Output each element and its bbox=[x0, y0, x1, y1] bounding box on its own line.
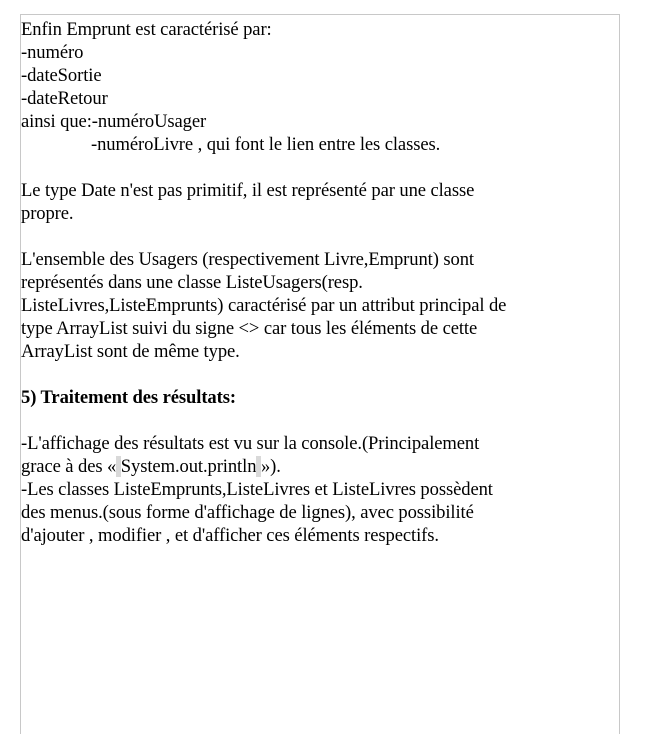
code-snippet: System.out.println bbox=[120, 456, 257, 477]
document-body bbox=[21, 18, 621, 547]
emprunt-attr-numero: -numéro bbox=[21, 42, 84, 63]
resultats-line: -L'affichage des résultats est vu sur la console.(Principalement bbox=[21, 433, 480, 454]
ensemble-paragraph-line: L'ensemble des Usagers (respectivement Livre,Emprunt) sont bbox=[21, 249, 474, 270]
section-heading: 5) Traitement des résultats: bbox=[21, 387, 236, 408]
date-paragraph-line: Le type Date n'est pas primitif, il est représenté par une classe bbox=[21, 180, 475, 201]
document-page bbox=[20, 14, 620, 734]
ensemble-paragraph-line: type ArrayList suivi du signe <> car tous les éléments de cette bbox=[21, 318, 478, 339]
emprunt-intro: Enfin Emprunt est caractérisé par: bbox=[21, 19, 272, 40]
resultats-line-code bbox=[21, 455, 621, 478]
resultats-line: des menus.(sous forme d'affichage de lignes), avec possibilité bbox=[21, 502, 474, 523]
resultats-line-suffix: »). bbox=[260, 456, 281, 477]
paragraph-spacer bbox=[21, 363, 621, 386]
date-paragraph-line: propre. bbox=[21, 203, 74, 224]
paragraph-spacer bbox=[21, 409, 621, 432]
resultats-line: d'ajouter , modifier , et d'afficher ces éléments respectifs. bbox=[21, 525, 439, 546]
ensemble-paragraph-line: représentés dans une classe ListeUsagers(resp. bbox=[21, 272, 363, 293]
emprunt-numero-livre: -numéroLivre , qui font le lien entre les classes. bbox=[91, 134, 441, 155]
resultats-line: -Les classes ListeEmprunts,ListeLivres et ListeLivres possèdent bbox=[21, 479, 493, 500]
ensemble-paragraph-line: ArrayList sont de même type. bbox=[21, 341, 240, 362]
resultats-line-prefix: grace à des « bbox=[21, 456, 117, 477]
paragraph-spacer bbox=[21, 225, 621, 248]
emprunt-attr-date-retour: -dateRetour bbox=[21, 88, 108, 109]
paragraph-spacer bbox=[21, 156, 621, 179]
emprunt-attr-date-sortie: -dateSortie bbox=[21, 65, 102, 86]
emprunt-ainsi-que: ainsi que:-numéroUsager bbox=[21, 111, 207, 132]
ensemble-paragraph-line: ListeLivres,ListeEmprunts) caractérisé par un attribut principal de bbox=[21, 295, 507, 316]
